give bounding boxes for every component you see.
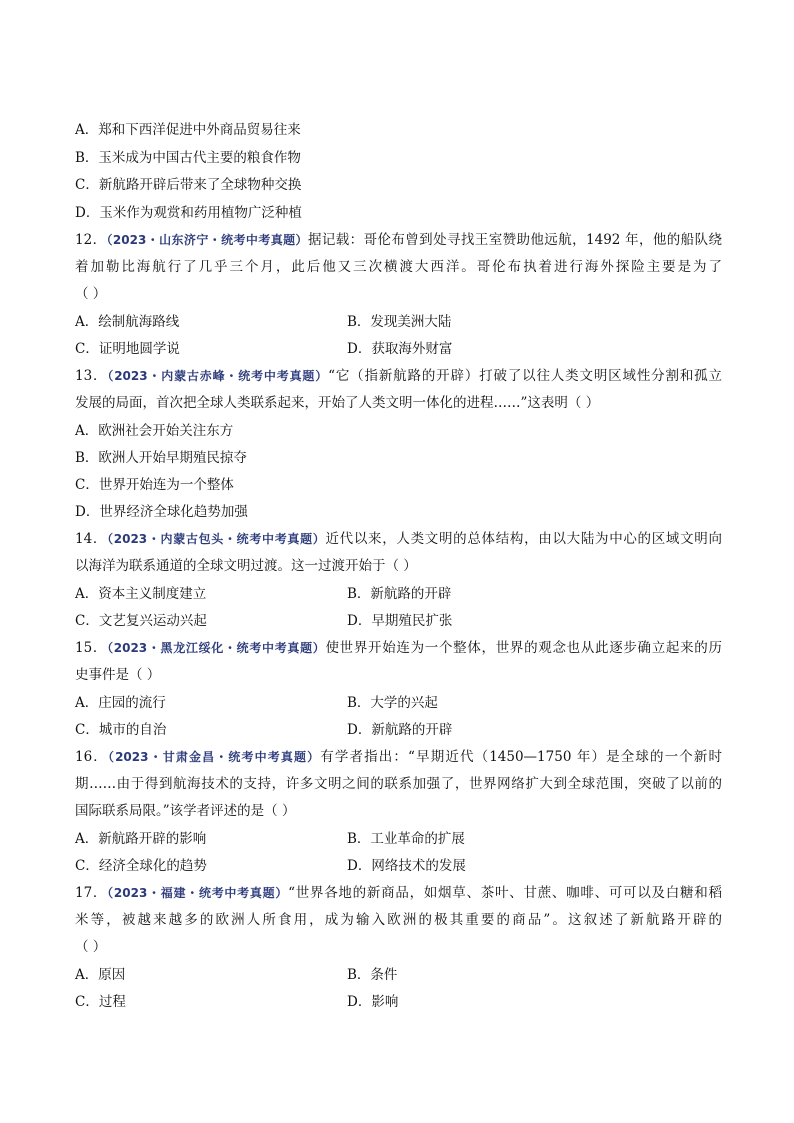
q17-option-d: D．影响 bbox=[347, 994, 399, 1010]
q13-stem-line-2: 发展的局面，首次把全球人类联系起来，开始了人类文明一体化的进程……”这表明（ ） bbox=[75, 395, 600, 411]
q16-option-d: D．网络技术的发展 bbox=[347, 858, 466, 874]
q17-option-a: A．原因 bbox=[75, 967, 126, 983]
q14-source: （2023・内蒙古包头・统考中考真题） bbox=[107, 532, 326, 546]
q17-stem-line-2: 米等，被越来越多的欧洲人所食用，成为输入欧洲的极其重要的商品”。这叙述了新航路开辟的 bbox=[75, 912, 722, 928]
q16-stem-line-1: 16．（2023・甘肃金昌・统考中考真题）有学者指出：“早期近代（1450—1750 年）是全球的一个新时 bbox=[75, 749, 722, 765]
q13-option-c: C．世界开始连为一个整体 bbox=[75, 477, 234, 493]
q13-option-d: D．世界经济全球化趋势加强 bbox=[75, 504, 248, 520]
q14-stem-line-2: 以海洋为联系通道的全球文明过渡。这一过渡开始于（ ） bbox=[75, 558, 417, 574]
q13-stem-line-1: 13．（2023・内蒙古赤峰・统考中考真题）“它（指新航路的开辟）打破了以往人类文明区域性分割和孤立 bbox=[75, 368, 722, 384]
q16-option-b: B．工业革命的扩展 bbox=[347, 831, 465, 847]
q16-option-a: A．新航路开辟的影响 bbox=[75, 831, 207, 847]
q12-option-c: C．证明地圆学说 bbox=[75, 341, 180, 357]
q17-source: （2023・福建・统考中考真题） bbox=[107, 886, 289, 900]
q16-stem-line-3: 国际联系局限。”该学者评述的是（ ） bbox=[75, 803, 296, 819]
q15-stem-line-1: 15．（2023・黑龙江绥化・统考中考真题）使世界开始连为一个整体，世界的观念也从此逐步确立起来的历 bbox=[75, 640, 722, 656]
q17-stem-line-1: 17．（2023・福建・统考中考真题）“世界各地的新商品，如烟草、茶叶、甘蔗、咖啡、可可以及白糖和稻 bbox=[75, 885, 722, 901]
q13-source: （2023・内蒙古赤峰・统考中考真题） bbox=[107, 369, 329, 383]
q14-option-b: B．新航路的开辟 bbox=[347, 586, 452, 602]
q16-stem-line-2: 期……由于得到航海技术的支持，许多文明之间的联系加强了，世界网络扩大到全球范围，突破了以前的 bbox=[75, 776, 722, 792]
q12-answer-blank: （ ） bbox=[75, 286, 107, 302]
q17-option-b: B．条件 bbox=[347, 967, 398, 983]
q14-stem-line-1: 14．（2023・内蒙古包头・统考中考真题）近代以来，人类文明的总体结构，由以大陆为中心的区域文明向 bbox=[75, 531, 722, 547]
q15-option-a: A．庄园的流行 bbox=[75, 695, 166, 711]
q11-option-a: A．郑和下西洋促进中外商品贸易往来 bbox=[75, 122, 301, 138]
q14-option-d: D．早期殖民扩张 bbox=[347, 613, 453, 629]
q17-option-c: C．过程 bbox=[75, 994, 126, 1010]
q16-option-c: C．经济全球化的趋势 bbox=[75, 858, 207, 874]
q11-option-c: C．新航路开辟后带来了全球物种交换 bbox=[75, 177, 302, 193]
q15-source: （2023・黑龙江绥化・统考中考真题） bbox=[107, 641, 326, 655]
q14-option-c: C．文艺复兴运动兴起 bbox=[75, 613, 207, 629]
q15-option-d: D．新航路的开辟 bbox=[347, 722, 453, 738]
q17-answer-blank: （ ） bbox=[75, 939, 107, 955]
q12-option-d: D．获取海外财富 bbox=[347, 341, 453, 357]
q12-option-b: B．发现美洲大陆 bbox=[347, 314, 452, 330]
q12-source: （2023・山东济宁・统考中考真题） bbox=[106, 233, 308, 247]
q12-stem-line-1: 12．（2023・山东济宁・统考中考真题）据记载：哥伦布曾到处寻找王室赞助他远航，1492 年，他的船队绕 bbox=[75, 232, 722, 248]
q12-option-a: A．绘制航海路线 bbox=[75, 314, 180, 330]
q11-option-b: B．玉米成为中国古代主要的粮食作物 bbox=[75, 150, 301, 166]
q14-option-a: A．资本主义制度建立 bbox=[75, 586, 207, 602]
q13-option-a: A．欧洲社会开始关注东方 bbox=[75, 423, 234, 439]
q16-source: （2023・甘肃金昌・统考中考真题） bbox=[107, 750, 321, 764]
q15-option-c: C．城市的自治 bbox=[75, 722, 167, 738]
q12-stem-line-2: 着加勒比海航行了几乎三个月，此后他又三次横渡大西洋。哥伦布执着进行海外探险主要是为了 bbox=[75, 259, 722, 275]
q11-option-d: D．玉米作为观赏和药用植物广泛种植 bbox=[75, 205, 302, 221]
q15-option-b: B．大学的兴起 bbox=[347, 695, 438, 711]
q13-option-b: B．欧洲人开始早期殖民掠夺 bbox=[75, 450, 247, 466]
q15-stem-line-2: 史事件是（ ） bbox=[75, 667, 161, 683]
